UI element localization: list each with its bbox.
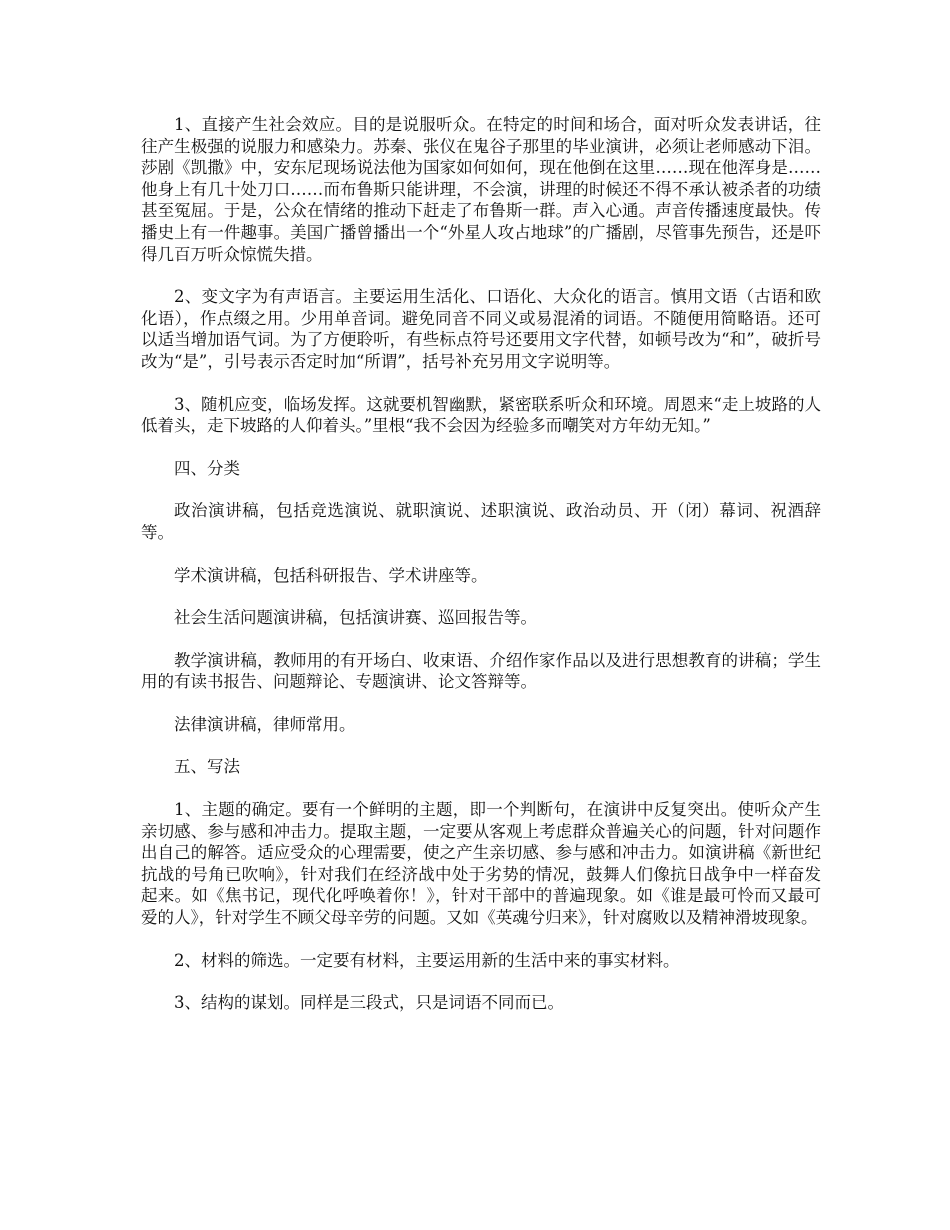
paragraph-social: 社会生活问题演讲稿，包括演讲赛、巡回报告等。 [174,608,537,628]
paragraph-material: 2、材料的筛选。一定要有材料，主要运用新的生活中来的事实材料。 [174,950,680,970]
paragraph-teaching: 教学演讲稿，教师用的有开场白、收束语、介绍作家作品以及进行思想教育的讲稿；学生用的有读书报告、问题辩论、专题演讲、论文答辩等。 [141,650,821,692]
paragraph-improvise: 3、随机应变，临场发挥。这就要机智幽默，紧密联系听众和环境。周恩来“走上坡路的人低着头，走下坡路的人仰着头。”里根“我不会因为经验多而嘲笑对方年幼无知。” [141,394,821,436]
paragraph-legal: 法律演讲稿，律师常用。 [174,714,356,734]
paragraph-academic: 学术演讲稿，包括科研报告、学术讲座等。 [174,565,488,585]
document-body [141,114,821,1035]
paragraph-structure: 3、结构的谋划。同样是三段式，只是词语不同而已。 [174,993,564,1013]
paragraph-theme: 1、主题的确定。要有一个鲜明的主题，即一个判断句，在演讲中反复突出。使听众产生亲切感、参与感和冲击力。提取主题，一定要从客观上考虑群众普遍关心的问题，针对问题作出自己的解答。适应受众的心理需要，使之产生亲切感、参与感和冲击力。如演讲稿《新世纪抗战的号角已吹响》，针对我们在经济战中处于劣势的情况，鼓舞人们像抗日战争中一样奋发起来。如《焦书记，现代化呼唤着你！》，针对干部中的普遍现象。如《谁是最可怜而又最可爱的人》，针对学生不顾父母辛劳的问题。又如《英魂兮归来》，针对腐败以及精神滑坡现象。 [141,800,821,928]
section-heading-classification: 四、分类 [174,458,240,478]
paragraph-spoken-language: 2、变文字为有声语言。主要运用生活化、口语化、大众化的语言。慎用文语（古语和欧化语），作点缀之用。少用单音词。避免同音不同义或易混淆的词语。不随便用简略语。还可以适当增加语气词。为了方便聆听，有些标点符号还要用文字代替，如顿号改为“和”，破折号改为“是”，引号表示否定时加“所谓”，括号补充另用文字说明等。 [141,287,821,371]
paragraph-effect: 1、直接产生社会效应。目的是说服听众。在特定的时间和场合，面对听众发表讲话，往往产生极强的说服力和感染力。苏秦、张仪在鬼谷子那里的毕业演讲，必须让老师感动下泪。莎剧《凯撒》中，安东尼现场说法他为国家如何如何，现在他倒在这里……现在他浑身是……他身上有几十处刀口……而布鲁斯只能讲理，不会演，讲理的时候还不得不承认被杀者的功绩甚至冤屈。于是，公众在情绪的推动下赶走了布鲁斯一群。声入心通。声音传播速度最快。传播史上有一件趣事。美国广播曾播出一个“外星人攻占地球”的广播剧，尽管事先预告，还是吓得几百万听众惊慌失措。 [141,115,821,264]
section-heading-writing: 五、写法 [174,757,240,777]
paragraph-political: 政治演讲稿，包括竞选演说、就职演说、述职演说、政治动员、开（闭）幕词、祝酒辞等。 [141,501,821,542]
